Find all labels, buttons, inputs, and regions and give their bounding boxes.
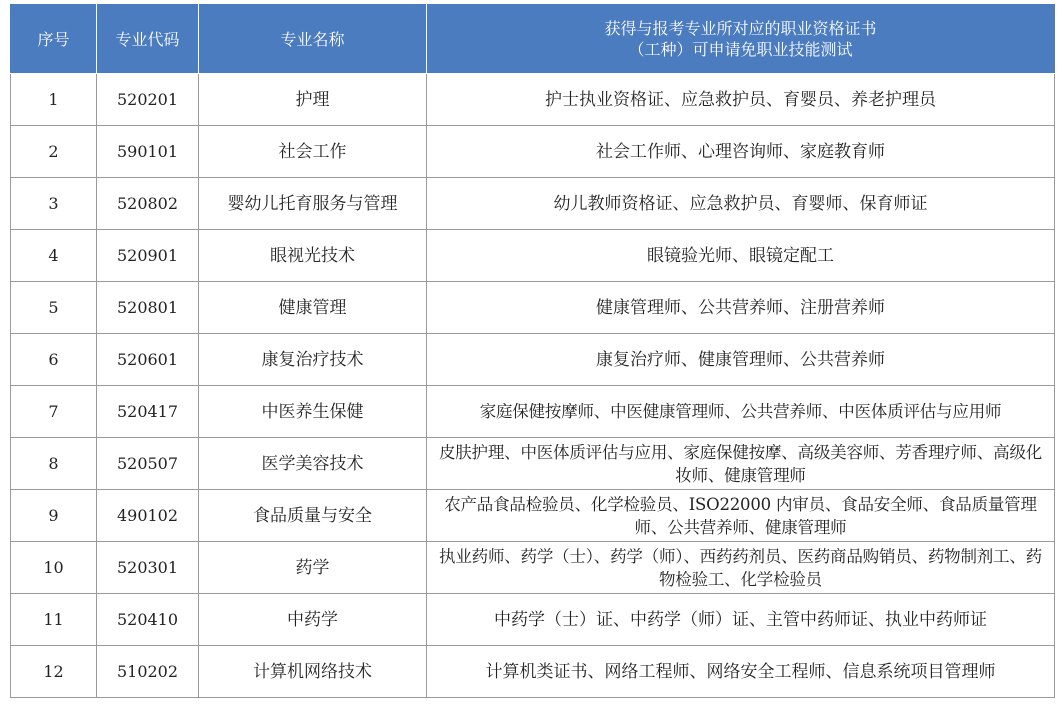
- table-row: [11, 334, 1055, 386]
- cell-no: 9: [11, 490, 97, 542]
- cell-no: 5: [11, 282, 97, 334]
- table-row: [11, 386, 1055, 438]
- cell-name: 食品质量与安全: [199, 490, 427, 542]
- cell-name: 药学: [199, 542, 427, 594]
- cell-no: 3: [11, 178, 97, 230]
- cell-cert: 中药学（士）证、中药学（师）证、主管中药师证、执业中药师证: [427, 594, 1055, 646]
- table-row: [11, 594, 1055, 646]
- cell-cert: 护士执业资格证、应急救护员、育婴员、养老护理员: [427, 74, 1055, 126]
- table-row: [11, 438, 1055, 490]
- cell-no: 8: [11, 438, 97, 490]
- cell-name: 中医养生保健: [199, 386, 427, 438]
- cell-cert: 家庭保健按摩师、中医健康管理师、公共营养师、中医体质评估与应用师: [427, 386, 1055, 438]
- cell-no: 4: [11, 230, 97, 282]
- cell-no: 11: [11, 594, 97, 646]
- cell-no: 1: [11, 74, 97, 126]
- cell-name: 婴幼儿托育服务与管理: [199, 178, 427, 230]
- cell-cert: 社会工作师、心理咨询师、家庭教育师: [427, 126, 1055, 178]
- cell-name: 社会工作: [199, 126, 427, 178]
- header-name: 专业名称: [199, 5, 427, 74]
- header-cert: [427, 5, 1055, 74]
- cell-no: 2: [11, 126, 97, 178]
- cell-code: 520507: [97, 438, 199, 490]
- cell-name: 中药学: [199, 594, 427, 646]
- table-row: [11, 178, 1055, 230]
- table-row: [11, 542, 1055, 594]
- cell-code: 520802: [97, 178, 199, 230]
- table-row: [11, 230, 1055, 282]
- cell-cert: 健康管理师、公共营养师、注册营养师: [427, 282, 1055, 334]
- header-cert-line1: 获得与报考专业所对应的职业资格证书: [604, 19, 877, 38]
- cell-name: 计算机网络技术: [199, 646, 427, 698]
- table-row: [11, 282, 1055, 334]
- cell-name: 医学美容技术: [199, 438, 427, 490]
- cell-code: 520417: [97, 386, 199, 438]
- table-row: [11, 490, 1055, 542]
- cell-cert: 幼儿教师资格证、应急救护员、育婴师、保育师证: [427, 178, 1055, 230]
- cell-cert: 眼镜验光师、眼镜定配工: [427, 230, 1055, 282]
- cell-code: 510202: [97, 646, 199, 698]
- cell-code: 490102: [97, 490, 199, 542]
- cell-cert: 计算机类证书、网络工程师、网络安全工程师、信息系统项目管理师: [427, 646, 1055, 698]
- header-code: 专业代码: [97, 5, 199, 74]
- cell-code: 590101: [97, 126, 199, 178]
- cell-code: 520601: [97, 334, 199, 386]
- header-no: 序号: [11, 5, 97, 74]
- table-row: [11, 74, 1055, 126]
- cell-no: 7: [11, 386, 97, 438]
- cell-name: 健康管理: [199, 282, 427, 334]
- table-header: [11, 5, 1055, 74]
- header-row: [11, 5, 1055, 74]
- table-row: [11, 126, 1055, 178]
- cell-code: 520801: [97, 282, 199, 334]
- cell-code: 520410: [97, 594, 199, 646]
- table-body: [11, 74, 1055, 698]
- cell-cert: 执业药师、药学（士）、药学（师）、西药药剂员、医药商品购销员、药物制剂工、药物检验工、化学检验员: [427, 542, 1055, 594]
- table-row: [11, 646, 1055, 698]
- cell-name: 护理: [199, 74, 427, 126]
- cell-cert: 农产品食品检验员、化学检验员、ISO22000 内审员、食品安全师、食品质量管理师、公共营养师、健康管理师: [427, 490, 1055, 542]
- header-cert-line2: （工种）可申请免职业技能测试: [628, 40, 853, 59]
- cell-name: 康复治疗技术: [199, 334, 427, 386]
- cell-no: 10: [11, 542, 97, 594]
- certificate-table: [10, 4, 1055, 698]
- cell-name: 眼视光技术: [199, 230, 427, 282]
- cell-cert: 皮肤护理、中医体质评估与应用、家庭保健按摩、高级美容师、芳香理疗师、高级化妆师、健康管理师: [427, 438, 1055, 490]
- cell-cert: 康复治疗师、健康管理师、公共营养师: [427, 334, 1055, 386]
- cell-no: 12: [11, 646, 97, 698]
- cell-no: 6: [11, 334, 97, 386]
- cell-code: 520901: [97, 230, 199, 282]
- cell-code: 520201: [97, 74, 199, 126]
- cell-code: 520301: [97, 542, 199, 594]
